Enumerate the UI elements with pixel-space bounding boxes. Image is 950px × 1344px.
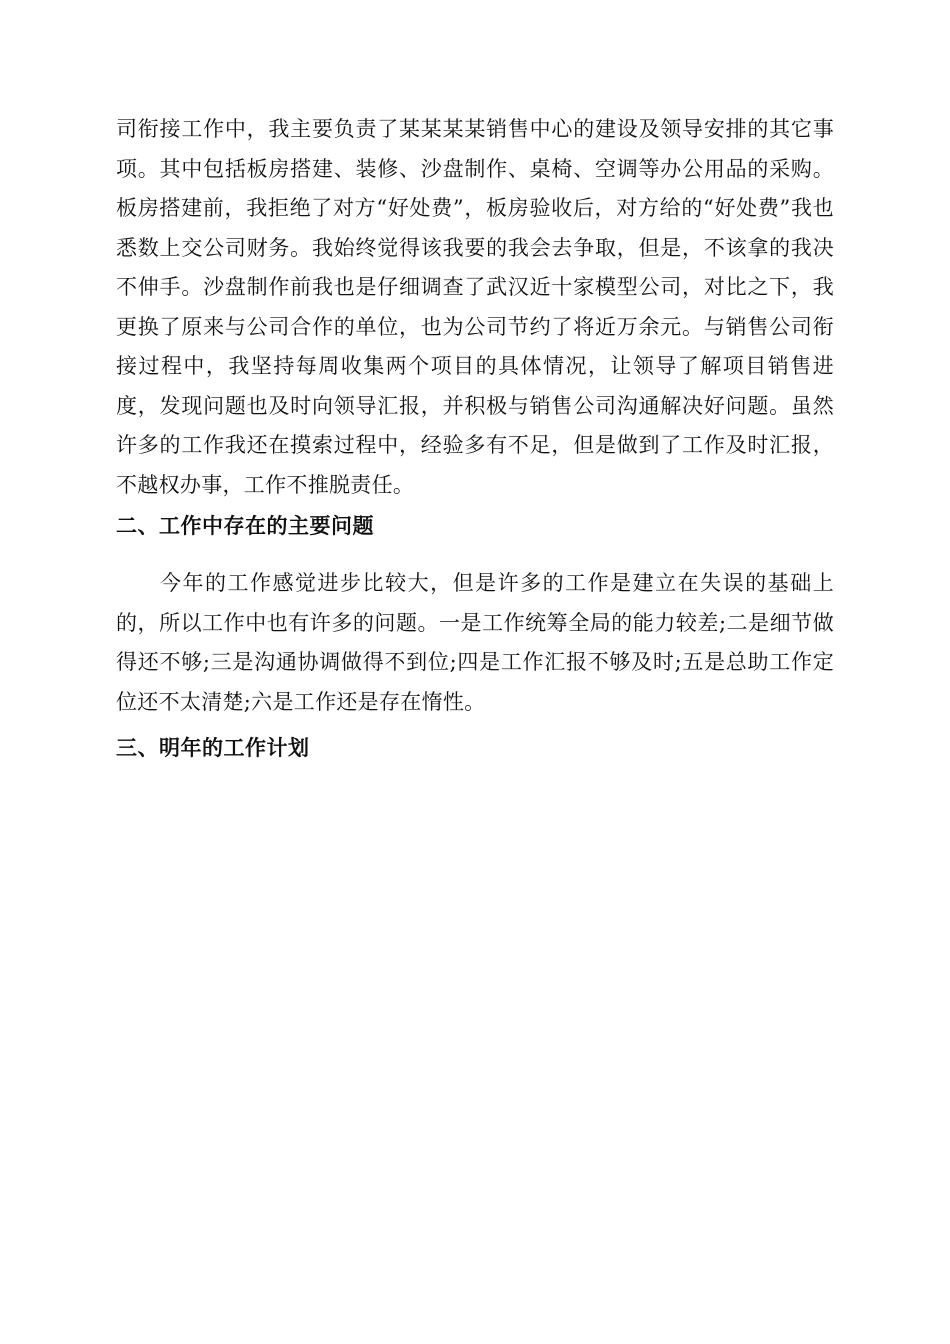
body-paragraph: 今年的工作感觉进步比较大，但是许多的工作是建立在失误的基础上的，所以工作中也有许多的问题。一是工作统筹全局的能力较差;二是细节做得还不够;三是沟通协调做得不到位;四是工作汇报不够及时;五是总助工作定位还不太清楚;六是工作还是存在惰性。 [116,571,834,714]
body-paragraph: 司衔接工作中，我主要负责了某某某某销售中心的建设及领导安排的其它事项。其中包括板房搭建、装修、沙盘制作、桌椅、空调等办公用品的采购。板房搭建前，我拒绝了对方“好处费”，板房验收后，对方给的“好处费”我也悉数上交公司财务。我始终觉得该我要的我会去争取，但是，不该拿的我决不伸手。沙盘制作前我也是仔细调查了武汉近十家模型公司，对比之下，我更换了原来与公司合作的单位，也为公司节约了将近万余元。与销售公司衔接过程中，我坚持每周收集两个项目的具体情况，让领导了解项目销售进度，发现问题也及时向领导汇报，并积极与销售公司沟通解决好问题。虽然许多的工作我还在摸索过程中，经验多有不足，但是做到了工作及时汇报，不越权办事，工作不推脱责任。 [116,117,834,497]
section-heading: 三、明年的工作计划 [116,736,310,760]
section-heading: 二、工作中存在的主要问题 [116,514,374,538]
